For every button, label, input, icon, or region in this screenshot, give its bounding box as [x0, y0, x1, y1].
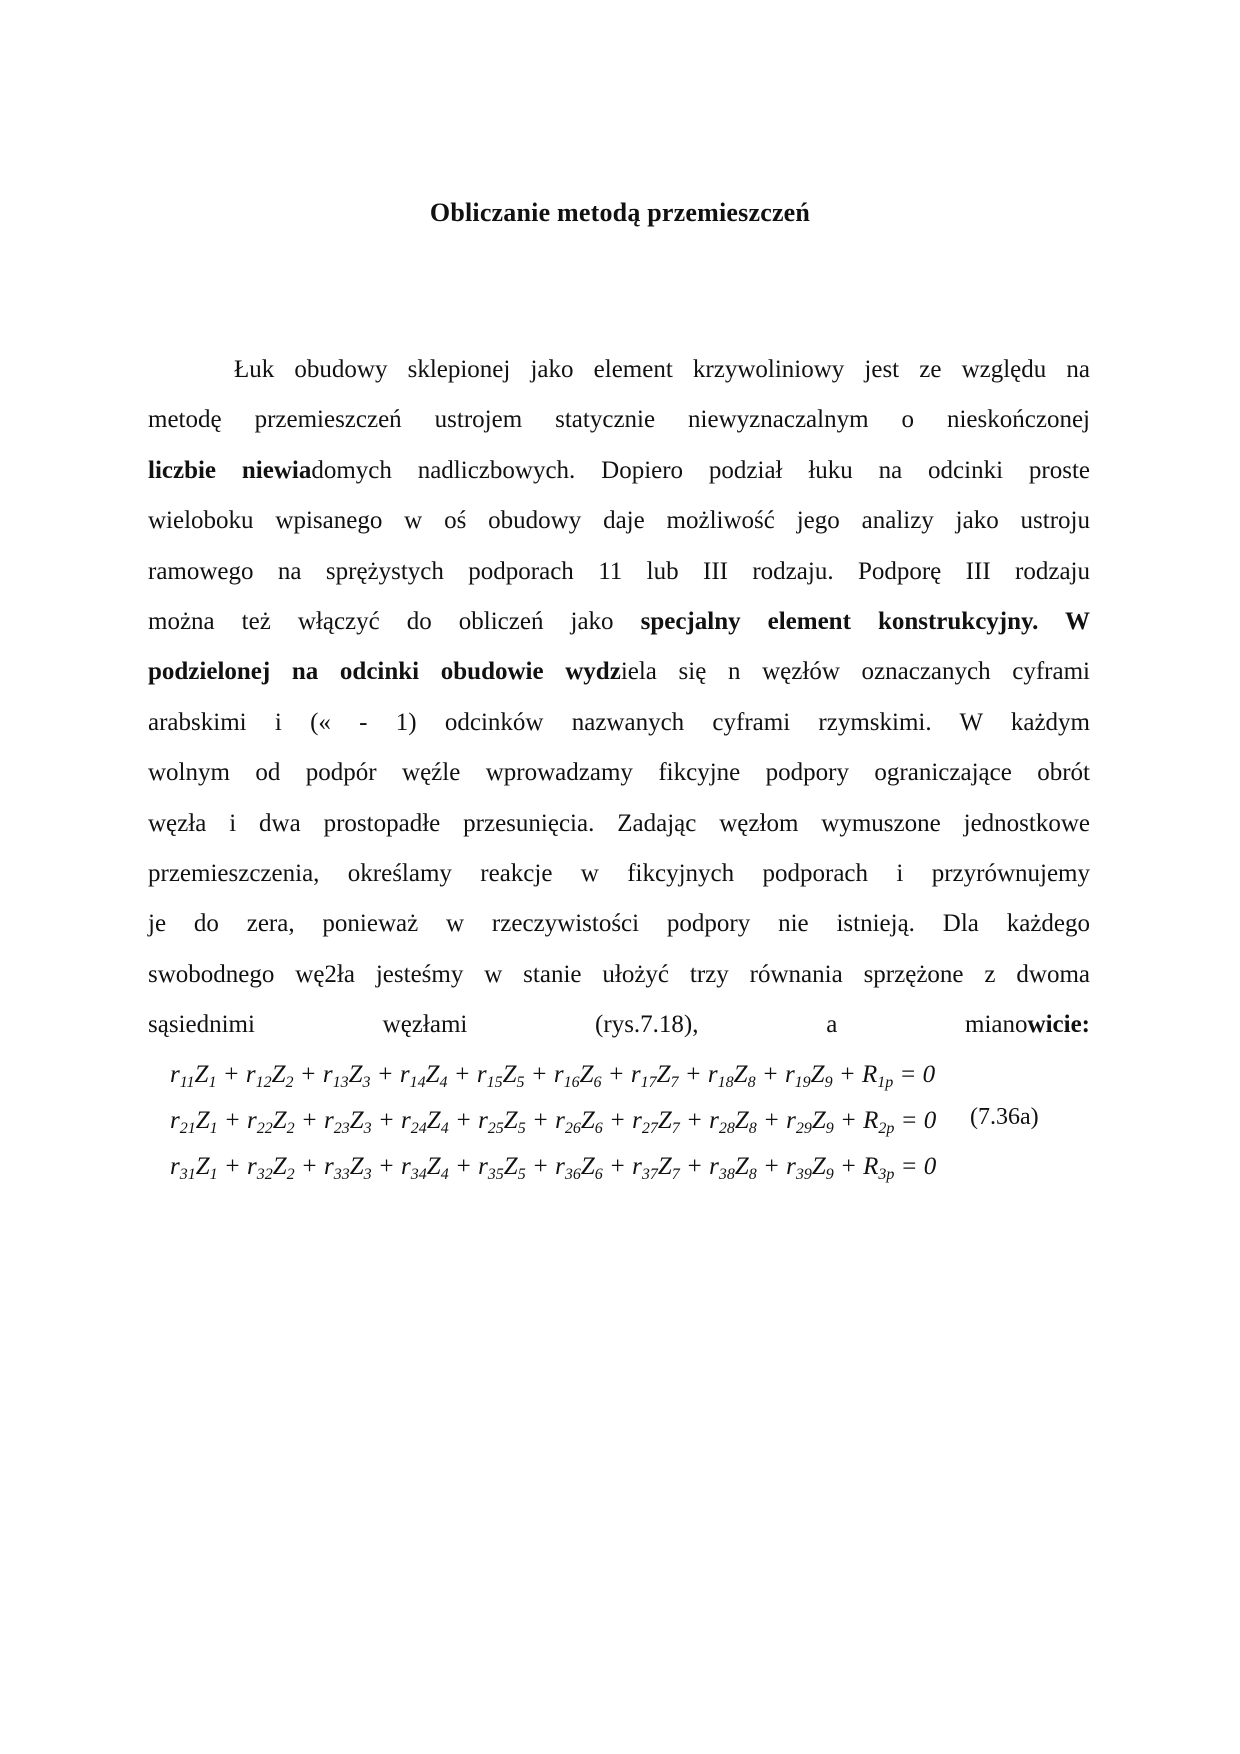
paragraph-line: arabskimi i (« - 1) odcinków nazwanych cyframi rzymskimi. W każdym: [148, 708, 1090, 736]
equation-system: [170, 1052, 1070, 1190]
paragraph-line: Łuk obudowy sklepionej jako element krzywoliniowy jest ze względu na: [234, 356, 1090, 383]
paragraph-line: liczbie niewiadomych nadliczbowych. Dopiero podział łuku na odcinki proste: [148, 456, 1090, 484]
paragraph-line: ramowego na sprężystych podporach 11 lub III rodzaju. Podporę III rodzaju: [148, 557, 1090, 585]
paragraph-line: wolnym od podpór węźle wprowadzamy fikcyjne podpory ograniczające obrót: [148, 759, 1090, 787]
paragraph-line: swobodnego wę2ła jesteśmy w stanie ułożyć trzy równania sprzężone z dwoma: [148, 960, 1090, 988]
paragraph-line: można też włączyć do obliczeń jako specjalny element konstrukcyjny. W: [148, 608, 1090, 636]
equation-number: (7.36a): [970, 1104, 1039, 1130]
equation-line: $r_{21}Z_1 + r_{22}Z_2 + r_{23}Z_3 + r_{24}Z_4 + r_{25}Z_5 + r_{26}Z_6 + r_{27}Z_7 + r_{28}Z_8 + r_{29}Z_9 + R_{2p} = 0$: [170, 1107, 937, 1137]
paragraph-line: metodę przemieszczeń ustrojem statycznie niewyznaczalnym o nieskończonej: [148, 406, 1090, 434]
paragraph-line: przemieszczenia, określamy reakcje w fikcyjnych podporach i przyrównujemy: [148, 860, 1090, 888]
page-title: Obliczanie metodą przemieszczeń: [429, 198, 811, 227]
paragraph-line: sąsiednimi węzłami (rys.7.18), a mianowicie:: [148, 1011, 1090, 1039]
equation-line: $r_{31}Z_1 + r_{32}Z_2 + r_{33}Z_3 + r_{34}Z_4 + r_{35}Z_5 + r_{36}Z_6 + r_{37}Z_7 + r_{38}Z_8 + r_{39}Z_9 + R_{3p} = 0$: [170, 1153, 937, 1183]
paragraph-line: je do zera, ponieważ w rzeczywistości podpory nie istnieją. Dla każdego: [148, 910, 1090, 938]
paragraph-line: węzła i dwa prostopadłe przesunięcia. Zadając węzłom wymuszone jednostkowe: [148, 809, 1090, 837]
body-paragraph: [148, 345, 1090, 1051]
paragraph-line: podzielonej na odcinki obudowie wydziela się n węzłów oznaczanych cyframi: [148, 658, 1090, 686]
equation-line: $r_{11}Z_1 + r_{12}Z_2 + r_{13}Z_3 + r_{14}Z_4 + r_{15}Z_5 + r_{16}Z_6 + r_{17}Z_7 + r_{18}Z_8 + r_{19}Z_9 + R_{1p} = 0$: [170, 1061, 936, 1091]
paragraph-line: wieloboku wpisanego w oś obudowy daje możliwość jego analizy jako ustroju: [148, 507, 1090, 535]
